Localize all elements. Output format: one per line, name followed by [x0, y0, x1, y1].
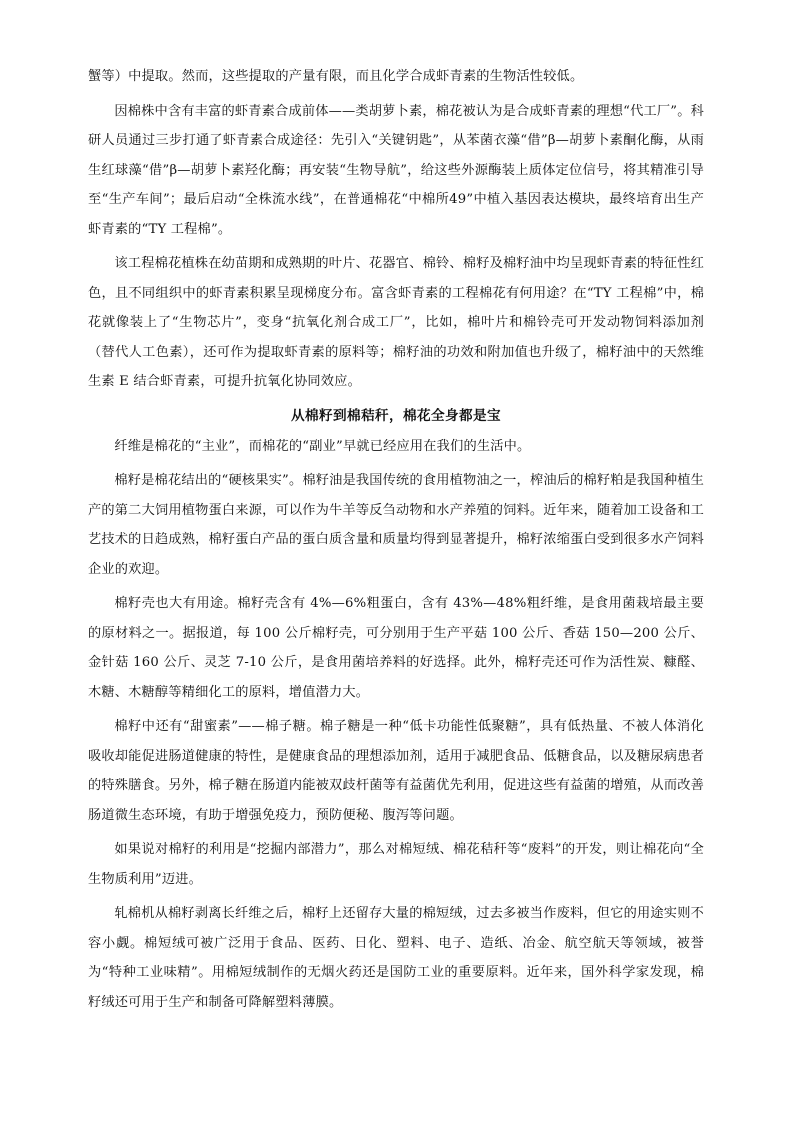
paragraph-raffinose: 棉籽中还有“甜蜜素”——棉子糖。棉子糖是一种“低卡功能性低聚糖”，具有低热量、不被人体消化吸收却能促进肠道健康的特性，是健康食品的理想添加剂，适用于减肥食品、低糖食品，以及糖尿病患者的特殊膳食。另外，棉子糖在肠道内能被双歧杆菌等有益菌优先利用，促进这些有益菌的增殖，从而改善肠道微生态环境，有助于增强免疫力，预防便秘、腹泻等问题。: [88, 719, 704, 823]
paragraph-cottonseed-hull: 棉籽壳也大有用途。棉籽壳含有 4%—6%粗蛋白，含有 43%—48%粗纤维，是食用菌栽培最主要的原材料之一。据报道，每 100 公斤棉籽壳，可分别用于生产平菇 100 公斤、香菇 150—200 公斤、金针菇 160 公斤、灵芝 7-10 公斤，是食用菌培养料的好选择。此外，棉籽壳还可作为活性炭、糠醛、木糖、木糖醇等精细化工的原料，增值潜力大。: [88, 596, 704, 700]
paragraph-continuation: 蟹等）中提取。然而，这些提取的产量有限，而且化学合成虾青素的生物活性较低。: [88, 69, 584, 84]
section-heading: 从棉籽到棉秸秆，棉花全身都是宝: [291, 407, 501, 424]
paragraph-whole-biomass: 如果说对棉籽的利用是“挖掘内部潜力”，那么对棉短绒、棉花秸秆等“废料”的开发，则让棉花向“全生物质利用”迈进。: [88, 842, 704, 887]
paragraph-synthesis-pathway: 因棉株中含有丰富的虾青素合成前体——类胡萝卜素，棉花被认为是合成虾青素的理想“代工厂”。科研人员通过三步打通了虾青素合成途径：先引入“关键钥匙”，从苯菌衣藻“借”β—胡萝卜素酮化酶，从雨生红球藻“借”β—胡萝卜素羟化酶；再安装“生物导航”，给这些外源酶装上质体定位信号，将其精准引导至“生产车间”；最后启动“全株流水线”，在普通棉花“中棉所49”中植入基因表达模块，最终培育出生产虾青素的“TY 工程棉”。: [88, 103, 704, 237]
paragraph-fiber-main-business: 纤维是棉花的“主业”，而棉花的“副业”早就已经应用在我们的生活中。: [114, 438, 531, 454]
paragraph-engineered-cotton-uses: 该工程棉花植株在幼苗期和成熟期的叶片、花器官、棉铃、棉籽及棉籽油中均呈现虾青素的特征性红色，且不同组织中的虾青素积累呈现梯度分布。富含虾青素的工程棉花有何用途？在“TY 工程棉”中，棉花就像装上了“生物芯片”，变身“抗氧化剂合成工厂”，比如，棉叶片和棉铃壳可开发动物饲料添加剂（替代人工色素），还可作为提取虾青素的原料等；棉籽油的功效和附加值也升级了，棉籽油中的天然维生素 E 结合虾青素，可提升抗氧化协同效应。: [88, 256, 704, 389]
paragraph-cotton-linter: 轧棉机从棉籽剥离长纤维之后，棉籽上还留存大量的棉短绒，过去多被当作废料，但它的用途实则不容小觑。棉短绒可被广泛用于食品、医药、日化、塑料、电子、造纸、冶金、航空航天等领域，被誉为“特种工业味精”。用棉短绒制作的无烟火药还是国防工业的重要原料。近年来，国外科学家发现，棉籽绒还可用于生产和制备可降解塑料薄膜。: [88, 906, 704, 1010]
paragraph-cottonseed: 棉籽是棉花结出的“硬核果实”。棉籽油是我国传统的食用植物油之一，榨油后的棉籽粕是我国种植生产的第二大饲用植物蛋白来源，可以作为牛羊等反刍动物和水产养殖的饲料。近年来，随着加工设备和工艺技术的日趋成熟，棉籽蛋白产品的蛋白质含量和质量均得到显著提升，棉籽浓缩蛋白受到很多水产饲料企业的欢迎。: [88, 473, 704, 577]
